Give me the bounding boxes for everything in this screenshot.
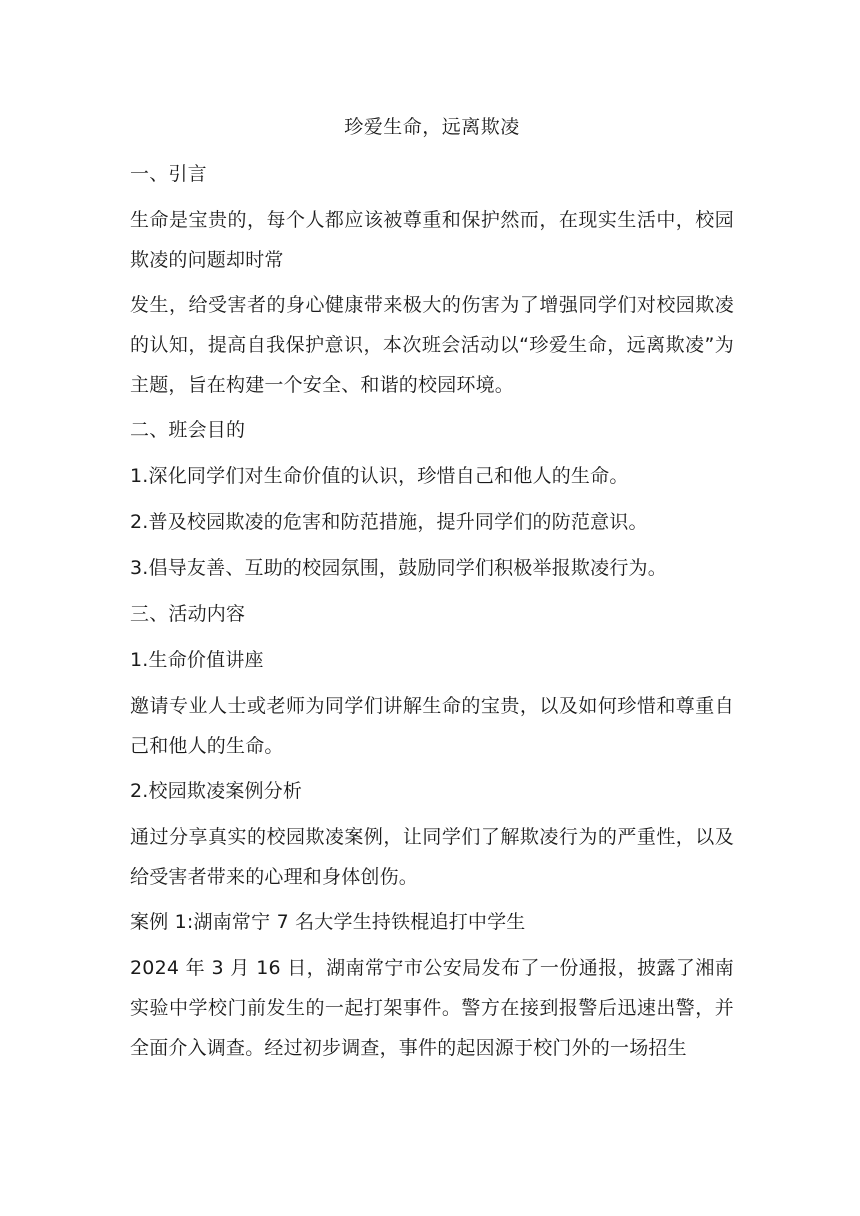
purpose-item-3: 3.倡导友善、互助的校园氛围，鼓励同学们积极举报欺凌行为。 <box>130 557 667 579</box>
paragraph-case-1: 2024 年 3 月 16 日，湖南常宁市公安局发布了一份通报，披露了湘南实验中学校门前发生的一起打架事件。警方在接到报警后迅速出警，并全面介入调查。经过初步调查，事件的起因源于校门外的一场招生 <box>130 957 734 1059</box>
purpose-item-1: 1.深化同学们对生命价值的认识，珍惜自己和他人的生命。 <box>130 465 629 487</box>
activity-heading-lecture: 1.生命价值讲座 <box>130 649 264 671</box>
paragraph-case-analysis: 通过分享真实的校园欺凌案例，让同学们了解欺凌行为的严重性，以及给受害者带来的心理和身体创伤。 <box>130 826 734 888</box>
section-heading-introduction: 一、引言 <box>130 163 207 185</box>
purpose-item-2: 2.普及校园欺凌的危害和防范措施，提升同学们的防范意识。 <box>130 511 648 533</box>
paragraph-introduction-1: 生命是宝贵的，每个人都应该被尊重和保护然而，在现实生活中，校园欺凌的问题却时常 <box>130 209 734 271</box>
document-body <box>130 112 734 1078</box>
section-heading-activities: 三、活动内容 <box>130 603 246 625</box>
section-heading-purpose: 二、班会目的 <box>130 419 246 441</box>
case-1-heading: 案例 1:湖南常宁 7 名大学生持铁棍追打中学生 <box>130 911 526 933</box>
activity-heading-case-analysis: 2.校园欺凌案例分析 <box>130 780 303 802</box>
document-title: 珍爱生命，远离欺凌 <box>344 116 520 138</box>
paragraph-lecture: 邀请专业人士或老师为同学们讲解生命的宝贵，以及如何珍惜和尊重自己和他人的生命。 <box>130 695 734 757</box>
paragraph-introduction-2: 发生，给受害者的身心健康带来极大的伤害为了增强同学们对校园欺凌的认知，提高自我保护意识，本次班会活动以“珍爱生命，远离欺凌”为主题，旨在构建一个安全、和谐的校园环境。 <box>130 294 734 396</box>
